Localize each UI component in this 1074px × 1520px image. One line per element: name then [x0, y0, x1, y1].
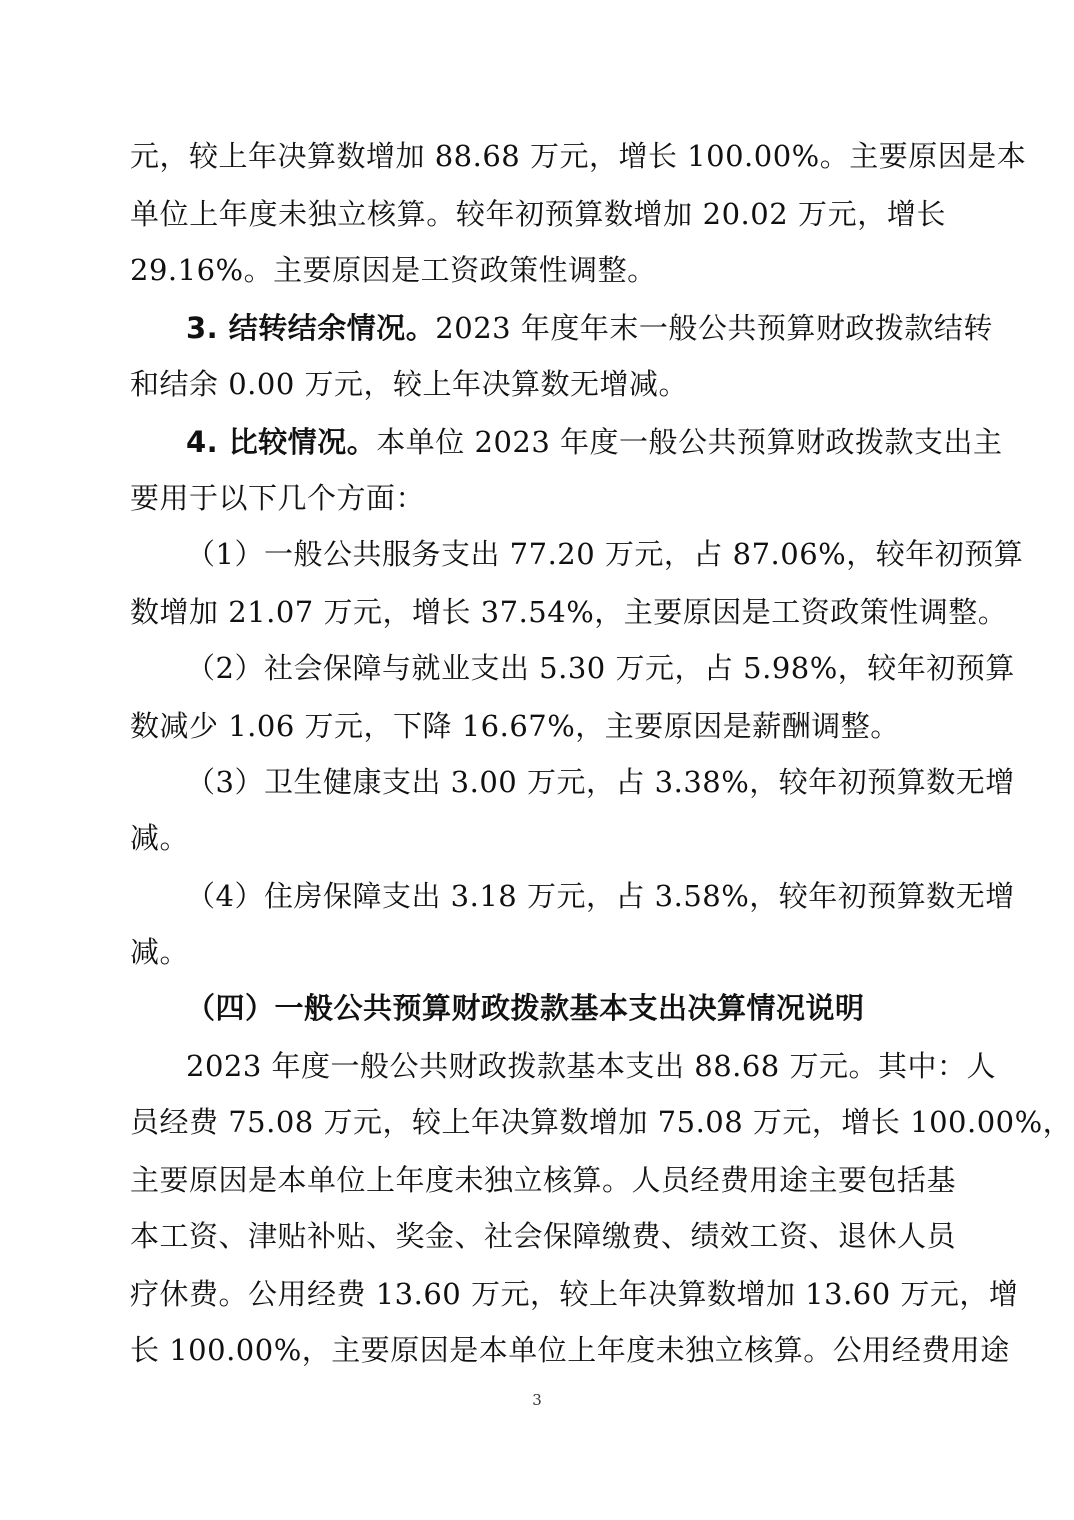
page-number: 3: [532, 1391, 542, 1409]
text-line: 和结余 0.00 万元，较上年决算数无增减。: [130, 367, 689, 401]
item-3-title: 3. 结转结余情况。: [186, 311, 436, 345]
sub-item-3: （3）卫生健康支出 3.00 万元，占 3.38%，较年初预算数无增: [186, 765, 1015, 799]
item-3-line: [186, 308, 993, 348]
text-line: 本工资、津贴补贴、奖金、社会保障缴费、绩效工资、退休人员: [130, 1219, 957, 1253]
item-4-line: [186, 422, 1003, 462]
text-line: 要用于以下几个方面：: [130, 481, 426, 515]
item-4-title: 4. 比较情况。: [186, 425, 377, 459]
text-line: 长 100.00%，主要原因是本单位上年度未独立核算。公用经费用途: [130, 1333, 1010, 1367]
text-line: 员经费 75.08 万元，较上年决算数增加 75.08 万元，增长 100.00%，: [130, 1105, 1073, 1139]
text-line: 29.16%。主要原因是工资政策性调整。: [130, 253, 657, 287]
sub-item-2: （2）社会保障与就业支出 5.30 万元，占 5.98%，较年初预算: [186, 651, 1015, 685]
sub-item-1: （1）一般公共服务支出 77.20 万元，占 87.06%，较年初预算: [186, 537, 1024, 571]
item-3-text: 2023 年度年末一般公共预算财政拨款结转: [435, 311, 993, 345]
section-heading: （四）一般公共预算财政拨款基本支出决算情况说明: [186, 991, 865, 1025]
item-4-text: 本单位 2023 年度一般公共预算财政拨款支出主: [376, 425, 1003, 459]
text-line: 数增加 21.07 万元，增长 37.54%，主要原因是工资政策性调整。: [130, 595, 1008, 629]
text-line: 数减少 1.06 万元，下降 16.67%，主要原因是薪酬调整。: [130, 709, 900, 743]
text-line: 主要原因是本单位上年度未独立核算。人员经费用途主要包括基: [130, 1163, 957, 1197]
sub-item-4: （4）住房保障支出 3.18 万元，占 3.58%，较年初预算数无增: [186, 879, 1015, 913]
text-line: 单位上年度未独立核算。较年初预算数增加 20.02 万元，增长: [130, 197, 946, 231]
text-line: 减。: [130, 821, 190, 855]
text-line: 减。: [130, 935, 190, 969]
text-line: 疗休费。公用经费 13.60 万元，较上年决算数增加 13.60 万元，增: [130, 1277, 1019, 1311]
text-line: 元，较上年决算数增加 88.68 万元，增长 100.00%。主要原因是本: [130, 139, 1027, 173]
text-line: 2023 年度一般公共财政拨款基本支出 88.68 万元。其中：人: [186, 1049, 996, 1083]
